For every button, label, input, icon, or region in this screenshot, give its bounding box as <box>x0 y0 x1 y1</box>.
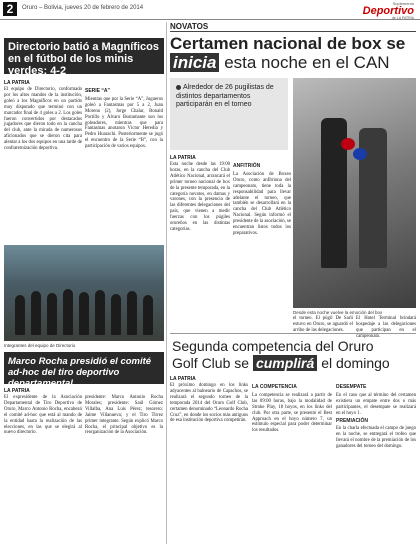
story4-headline-highlight: cumplirá <box>253 355 317 371</box>
story3-col2: La Asociación de Boxeo Oruro, como anfitriona del campeonato, tiene toda la responsabilidad para llevar adelante el torneo, que también se desarrollará en la cancha del Club Atlético Nacional. Según informó el presidente de la asociación, se encuentran listos todos los preparativos. <box>233 171 291 236</box>
dateline: Oruro – Bolivia, jueves 20 de febrero de 2014 <box>22 5 144 11</box>
story4-headline-end: el domingo <box>321 355 390 371</box>
story4-subhead: LA COMPETENCIA <box>252 384 297 390</box>
story4-kicker: LA PATRIA <box>170 376 196 382</box>
team-photo <box>4 245 164 341</box>
boxing-glove-icon <box>353 148 367 160</box>
story2-headline: Marco Rocha presidió el comité ad-hoc del tiro deportivo departamental <box>4 352 164 384</box>
logo-main: Deportivo <box>362 5 414 17</box>
logo-sub: de LA PATRIA <box>391 16 414 20</box>
page-number: 2 <box>3 2 17 16</box>
section-divider <box>170 333 416 334</box>
photo2-caption: Desde esta noche vuelve la emoción del box <box>293 310 383 315</box>
story3-col1: Esta noche desde las 19:00 horas, en la cancha del Club Atlético Nacional, arrancará el primer torneo nacional de box de la presente temporada, en la categoría novatos, en damas y varones, con la presencia de las diferentes delegaciones del país, que vienen a medir fuerzas con los púgiles orureños en las distintas categorías. <box>170 162 230 232</box>
story4-col3: En el caso que al término del certamen existiera un empate entre dos o más participantes, el desempate se realizará en el hoyo 1. <box>336 392 416 416</box>
story3-col2-wrap <box>233 162 291 327</box>
story4-col1: El próximo domingo en los links adyacentes al balneario de Capachos, se realizará el segundo torneo de la temporada 2014 del Oruro Golf Club, certamen denominado “Leonardo Rocha Cruz”, en donde los socios más antiguos de esa institución deportiva competirán. <box>170 383 248 424</box>
photo1-caption: Integrantes del equipo de Directorio <box>4 343 76 348</box>
boxing-photo <box>293 78 416 308</box>
team-figures <box>12 283 156 335</box>
story4-col3-wrap <box>336 383 416 543</box>
story3-col4: El Hotel Terminal brindará hospedaje a las delegaciones que participan en el campeonato. <box>356 316 416 339</box>
story1-col1: El equipo de Directorio, conformado por los altos mandos de la institución, goleó a los Magníficos en un partido muy disputado que terminó con un marcador final de 4 goles a 2. Los goles fueron convertidos por destacados jugadores que dieron todo en la cancha del club, ante la mirada de numerosos aficionados que se dieron cita para alentar a los dos equipos en una tarde de confraternización deportiva. <box>4 87 82 152</box>
story3-col3: el torneo. El púgil De Sarli estuvo en Oruro, se aguardó el arribo de las delegaciones. <box>293 316 353 333</box>
story4-headline-line2 <box>172 355 390 371</box>
story3-bullet-text: Alrededor de 26 pugilistas de distintos departamentos participarán en el torneo <box>176 84 274 108</box>
story2-col1: El expresidente de la Asociación Departamental de Tiro Deportivo de Oruro, Marco Antonio Rocha, encabezó el comité ad-hoc que está al mando de la entidad hasta la realización de las elecciones, en las que se elegirá al nuevo directorio. <box>4 395 82 436</box>
story1-headline: Directorio batió a Magníficos en el fútbol de los minis verdes: 4-2 <box>4 38 164 74</box>
story4-headline-start: Golf Club se <box>172 355 250 371</box>
story3-kicker: LA PATRIA <box>170 155 196 161</box>
column-divider <box>166 22 167 544</box>
story4-subhead3: PREMIACIÓN <box>336 417 368 424</box>
story3-headline-line1: Certamen nacional de box se <box>170 34 406 53</box>
story3-headline-rest: esta noche en el CAN <box>224 53 390 72</box>
story4-col2: La competencia se realizará a partir de las 09:00 horas, bajo la modalidad de Stroke Play, 18 hoyos, en los links del club. Por otra parte, se presentó el Best Approach en el hoyo número 7, un estímulo especial para poder determinar los resultados. <box>252 392 332 434</box>
story2-col2: presidente: Marco Antonio Rocha Morales; presidente: Saúl Gómez Villalba, Ana Luis Pérez; tesorero: Jaime Villanueva; y el Tiro Tirrez primer integrante. Según explicó Marco Rocha, el principal objetivo es la reorganización de la Asociación. <box>85 395 163 436</box>
story3-overline: NOVATOS <box>170 22 416 32</box>
story4-subhead2: DESEMPATE <box>336 384 367 390</box>
story1-kicker: LA PATRIA <box>4 80 30 86</box>
story4-col2-wrap <box>252 383 332 543</box>
story1-col2: Mientras que por la Serie “A”, Jugueros goleó a Fantasmas por 5 a 2, Juan Moreno (2), Jorge Chalar, Ronald Portillo y Álvaro Bustamante son los goleadores, mientras que para Fantasmas anotaron Víctor Heredia y Pedro Huarachi. Posteriormente se jugó el encuentro de la Serie “B”, con la participación de varios equipos. <box>85 96 163 150</box>
story1-subhead: SERIE “A” <box>85 88 111 94</box>
bullet-icon <box>176 85 181 90</box>
story3-subhead: ANFITRIÓN <box>233 163 261 169</box>
logo-sup: Suplemento <box>392 1 414 6</box>
boxing-glove-icon <box>341 138 355 150</box>
story2-kicker: LA PATRIA <box>4 388 30 394</box>
story3-headline-line2 <box>170 53 390 72</box>
story4-headline-line1: Segunda competencia del Oruro <box>172 338 374 354</box>
story3-headline-highlight: inicia <box>170 53 219 72</box>
supplement-logo <box>352 1 414 19</box>
story3-bullet <box>176 84 288 110</box>
story4-col4: En la charla efectuada el campo de juego en la noche, se entregará el trofeo que llevará el nombre de la premiación de los ganadores del torneo del domingo. <box>336 426 416 450</box>
page-header <box>0 0 420 20</box>
story1-col2-wrap <box>85 87 163 247</box>
